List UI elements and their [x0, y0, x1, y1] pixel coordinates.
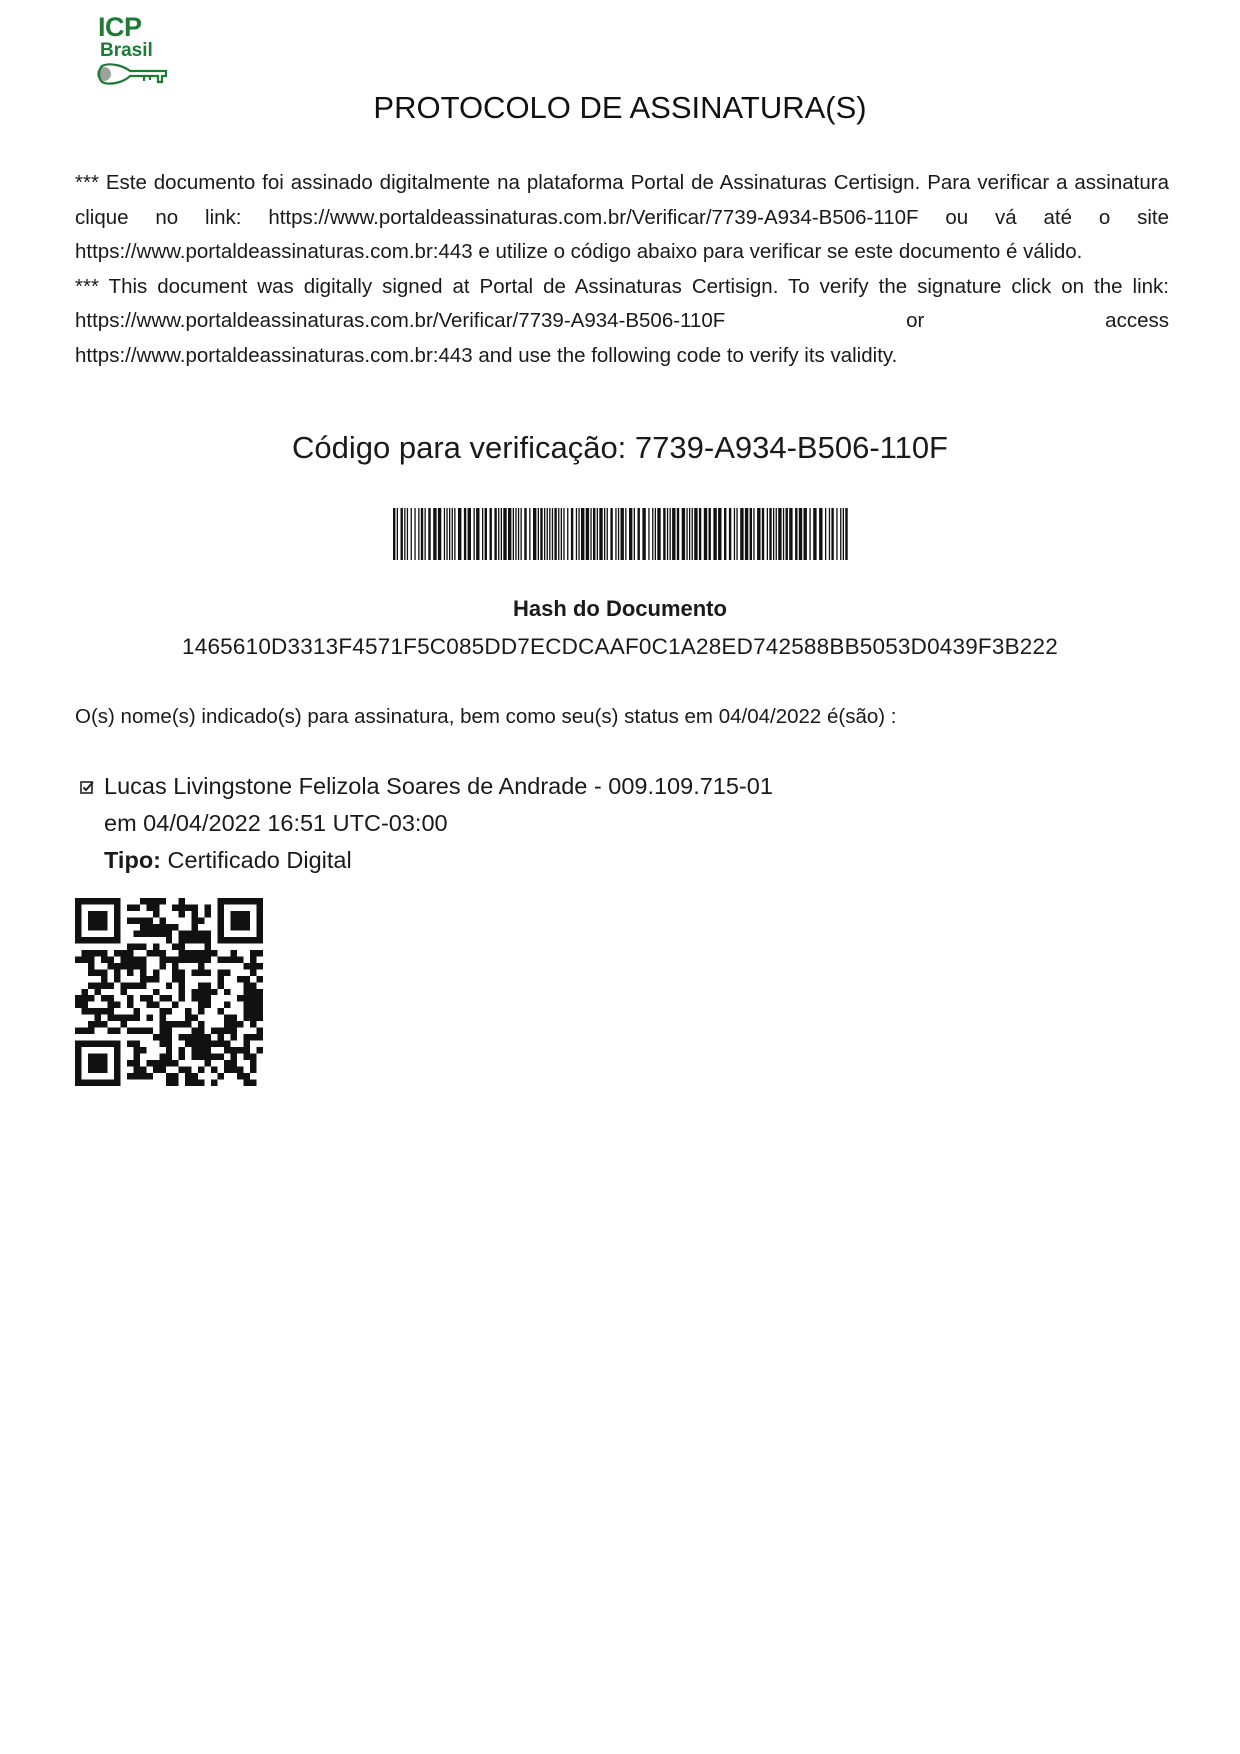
notice-english: *** This document was digitally signed at Portal de Assinaturas Certisign. To verify the signature click on the link: https://www.portaldeassinaturas.com.br/Verificar/7739-A934-B506-110F or access https://www.portaldeassinaturas.com.br:443 and use the following code to verify its validity. — [75, 274, 1169, 367]
signer-type — [104, 842, 773, 879]
signature-status-intro: O(s) nome(s) indicado(s) para assinatura, bem como seu(s) status em 04/04/2022 é(são) : — [75, 705, 897, 728]
signer-date: em 04/04/2022 16:51 UTC-03:00 — [104, 810, 448, 836]
verification-notice — [75, 166, 1169, 373]
page-title: PROTOCOLO DE ASSINATURA(S) — [373, 90, 867, 125]
signer-name: Lucas Livingstone Felizola Soares de Andrade - 009.109.715-01 — [104, 773, 773, 799]
verification-code: Código para verificação: 7739-A934-B506-110F — [292, 430, 948, 465]
verification-barcode — [393, 508, 849, 560]
notice-portuguese: *** Este documento foi assinado digitalmente na plataforma Portal de Assinaturas Certisign. Para verificar a assinatura clique no link: https://www.portaldeassinaturas.com.br/Verificar/7739-A934-B506-110F ou vá até o site https://www.portaldeassinaturas.com.br:443 e utilize o código abaixo para verificar se este documento é válido. — [75, 171, 1169, 263]
checked-box-icon — [80, 780, 94, 794]
logo-icp-text: ICP — [98, 12, 142, 42]
signer-type-label: Tipo: — [104, 847, 161, 873]
signer-type-value: Certificado Digital — [167, 847, 352, 873]
logo-brasil-text: Brasil — [100, 40, 153, 61]
key-icon — [96, 62, 168, 86]
hash-title: Hash do Documento — [513, 596, 727, 621]
hash-value: 1465610D3313F4571F5C085DD7ECDCAAF0C1A28ED742588BB5053D0439F3B222 — [182, 634, 1058, 659]
verification-qr-code — [75, 898, 263, 1086]
